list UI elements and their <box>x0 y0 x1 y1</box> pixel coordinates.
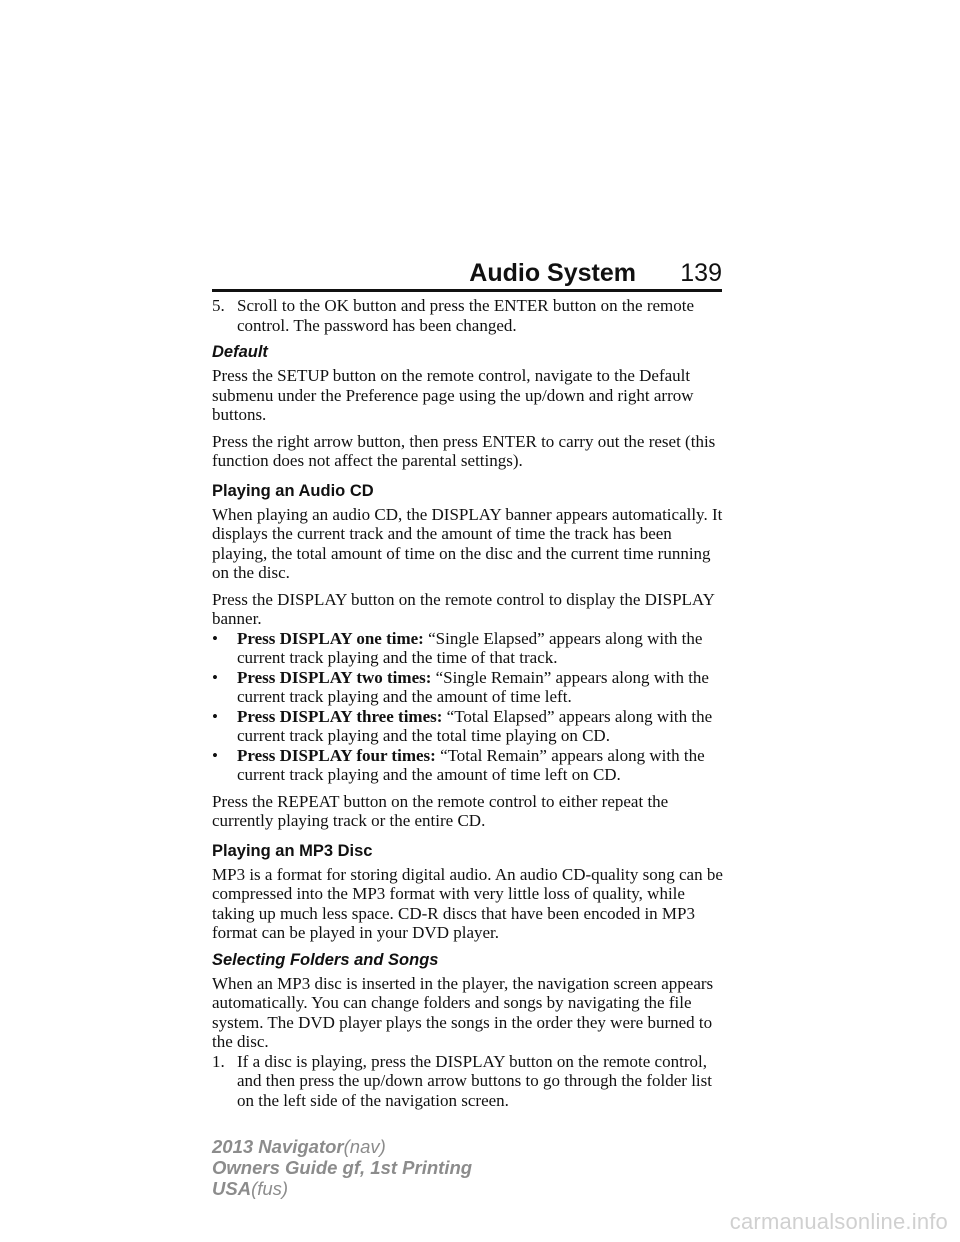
display-bullet-list <box>212 629 724 785</box>
bullet-text: “Total Remain” appears along with the current track playing and the amount of time left on CD. <box>237 745 705 784</box>
heading-mp3: Playing an MP3 Disc <box>212 841 373 860</box>
list-item <box>212 707 724 746</box>
footer-region-code: (fus) <box>251 1178 289 1199</box>
page-body <box>212 296 724 1117</box>
list-item <box>212 668 724 707</box>
bullet-icon: • <box>212 706 218 726</box>
step-5 <box>212 296 724 335</box>
step-number: 5. <box>212 296 225 315</box>
bullet-text: “Total Elapsed” appears along with the current track playing and the total time playing on CD. <box>237 706 713 745</box>
footer-line-3 <box>212 1178 612 1199</box>
paragraph: Press the right arrow button, then press ENTER to carry out the reset (this function does not affect the parental settings). <box>212 431 716 470</box>
bullet-icon: • <box>212 745 218 765</box>
paragraph: When an MP3 disc is inserted in the player, the navigation screen appears automatically. You can change folders and songs by navigating the file system. The DVD player plays the songs in the order they were burned to the disc. <box>212 973 714 1051</box>
bullet-lead: Press DISPLAY three times: <box>237 706 443 726</box>
step-text: If a disc is playing, press the DISPLAY button on the remote control, and then press the up/down arrow buttons to go through the folder list on the left side of the navigation screen. <box>237 1051 712 1110</box>
paragraph: When playing an audio CD, the DISPLAY banner appears automatically. It displays the current track and the amount of time the track has been playing, the total amount of time on the disc and the current time running on the disc. <box>212 504 723 582</box>
section-title: Audio System <box>469 259 636 287</box>
step-text: Scroll to the OK button and press the ENTER button on the remote control. The password has been changed. <box>237 296 695 335</box>
footer-line-2: Owners Guide gf, 1st Printing <box>212 1157 473 1178</box>
footer-model: 2013 Navigator <box>212 1136 344 1157</box>
step-number: 1. <box>212 1051 225 1071</box>
bullet-text: “Single Elapsed” appears along with the current track playing and the time of that track. <box>237 628 703 667</box>
bullet-text: “Single Remain” appears along with the current track playing and the amount of time left. <box>237 667 709 706</box>
heading-folders: Selecting Folders and Songs <box>212 950 439 969</box>
bullet-lead: Press DISPLAY four times: <box>237 745 436 765</box>
paragraph: Press the SETUP button on the remote control, navigate to the Default submenu under the Preference page using the up/down and right arrow buttons. <box>212 366 694 424</box>
paragraph: Press the REPEAT button on the remote control to either repeat the currently playing track or the entire CD. <box>212 791 669 830</box>
paragraph: MP3 is a format for storing digital audio. An audio CD-quality song can be compressed into the MP3 format with very little loss of quality, while taking up much less space. CD-R discs that have been encoded in MP3 format can be played in your DVD player. <box>212 864 723 942</box>
bullet-icon: • <box>212 667 218 687</box>
bullet-lead: Press DISPLAY two times: <box>237 667 432 687</box>
heading-default: Default <box>212 343 268 361</box>
footer-code: (nav) <box>343 1136 386 1157</box>
heading-audio-cd: Playing an Audio CD <box>212 481 374 500</box>
list-item <box>212 629 724 668</box>
print-footer <box>212 1136 612 1199</box>
footer-line-1 <box>212 1136 612 1157</box>
header-divider <box>212 289 722 292</box>
bullet-icon: • <box>212 628 218 648</box>
site-watermark: carmanualsonline.info <box>729 1209 948 1234</box>
paragraph: Press the DISPLAY button on the remote control to display the DISPLAY banner. <box>212 589 715 628</box>
footer-region: USA <box>212 1178 252 1199</box>
bullet-lead: Press DISPLAY one time: <box>237 628 424 648</box>
page-header <box>212 258 722 292</box>
step-1 <box>212 1052 724 1111</box>
list-item <box>212 746 724 785</box>
page-number: 139 <box>680 259 722 287</box>
